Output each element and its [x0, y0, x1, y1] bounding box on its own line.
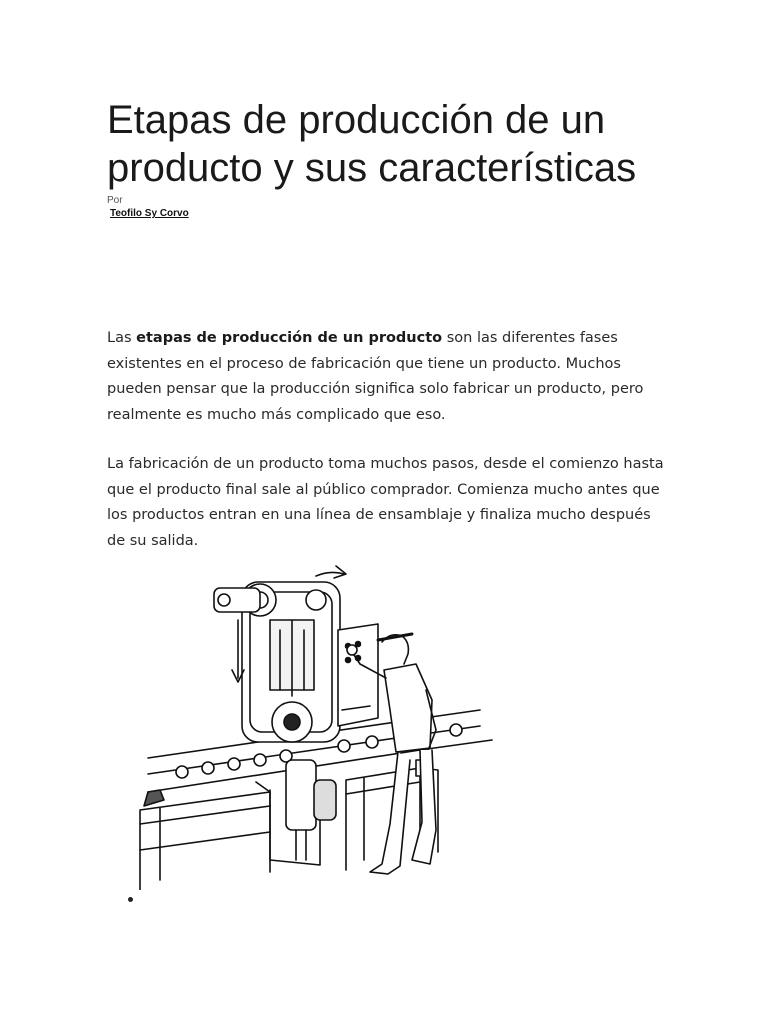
factory-worker-machine-illustration-icon [120, 560, 520, 890]
author-link[interactable]: Teofilo Sy Corvo [110, 208, 189, 219]
second-paragraph: La fabricación de un producto toma muchos pasos, desde el comienzo hasta que el producto final sale al público comprador. Comienza mucho antes que los productos entran en una línea de ensamblaje y finaliza mucho después de su salida. [107, 456, 664, 549]
list-bullet [128, 897, 133, 902]
production-line-illustration [120, 560, 520, 890]
intro-bold-term: etapas de producción de un producto [136, 330, 443, 346]
byline-label: Por [107, 195, 123, 206]
intro-text-start: Las [107, 330, 137, 346]
intro-paragraph [107, 326, 667, 428]
intro-text-end: son las diferentes fases existentes en el proceso de fabricación que tiene un producto. Muchos pueden pensar que la producción significa solo fabricar un producto, pero realmente es mucho más complicado que eso. [107, 330, 644, 423]
article-title: Etapas de producción de un producto y sus características [107, 98, 637, 190]
